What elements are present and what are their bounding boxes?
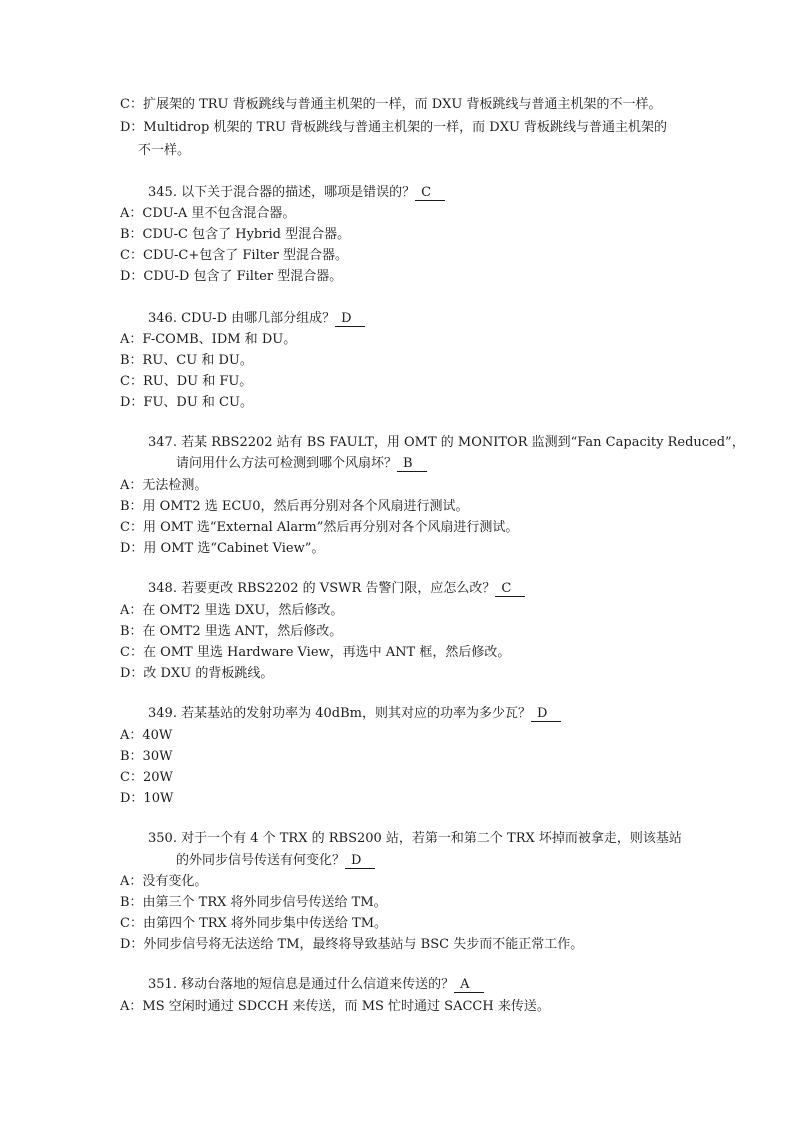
question-350-option-c: C：由第四个 TRX 将外同步集中传送给 TM。 [120,916,388,931]
question-345-option-b: B：CDU-C 包含了 Hybrid 型混合器。 [120,227,351,242]
question-345-option-a: A：CDU-A 里不包含混合器。 [120,206,296,221]
question-348-stem: 348. 若要更改 RBS2202 的 VSWR 告警门限，应怎么改？ [148,581,496,596]
question-346 [148,310,365,328]
question-349-option-a: A：40W [120,728,173,743]
question-345-stem: 345. 以下关于混合器的描述，哪项是错误的？ [148,185,416,200]
question-349-answer: D [531,706,561,722]
question-349-option-d: D：10W [120,791,174,806]
question-347-option-c: C：用 OMT 选“External Alarm”然后再分别对各个风扇进行测试。 [120,520,519,535]
question-347-option-a: A：无法检测。 [120,478,208,493]
question-347-option-b: B：用 OMT2 选 ECU0，然后再分别对各个风扇进行测试。 [120,499,469,514]
question-351 [148,976,484,994]
question-349-option-c: C：20W [120,770,173,785]
question-346-option-d: D：FU、DU 和 CU。 [120,395,253,410]
question-351-stem: 351. 移动台落地的短信息是通过什么信道来传送的？ [148,977,455,992]
question-347 [176,455,427,473]
question-345-option-c: C：CDU-C+包含了 Filter 型混合器。 [120,248,349,263]
question-349-option-b: B：30W [120,749,173,764]
question-351-answer: A [454,977,484,993]
question-350-option-b: B：由第三个 TRX 将外同步信号传送给 TM。 [120,895,387,910]
question-347-answer: B [397,456,427,472]
question-350 [176,852,375,870]
question-347-stem: 347. 若某 RBS2202 站有 BS FAULT，用 OMT 的 MONITOR 监测到“Fan Capacity Reduced”， [148,435,745,450]
question-347-option-d: D：用 OMT 选“Cabinet View”。 [120,541,325,556]
question-346-stem: 346. CDU-D 由哪几部分组成？ [148,311,336,326]
question-351-option-a: A：MS 空闲时通过 SDCCH 来传送，而 MS 忙时通过 SACCH 来传送。 [120,999,550,1014]
question-346-option-b: B：RU、CU 和 DU。 [120,353,253,368]
question-345 [148,184,445,202]
question-346-answer: D [335,311,365,327]
question-350-stem-continued: 的外同步信号传送有何变化？ [176,853,346,868]
question-346-option-c: C：RU、DU 和 FU。 [120,374,253,389]
question-350-stem: 350. 对于一个有 4 个 TRX 的 RBS200 站，若第一和第二个 TRX 坏掉而被拿走，则该基站 [148,831,682,846]
question-350-answer: D [345,853,375,869]
question-348-option-c: C：在 OMT 里选 Hardware View，再选中 ANT 框，然后修改。 [120,645,511,660]
question-349 [148,705,561,723]
question-348-answer: C [495,581,525,597]
question-346-option-a: A：F-COMB、IDM 和 DU。 [120,332,297,347]
question-348-option-a: A：在 OMT2 里选 DXU，然后修改。 [120,603,344,618]
prev-option-c: C：扩展架的 TRU 背板跳线与普通主机架的一样，而 DXU 背板跳线与普通主机架的不一样。 [120,97,662,112]
prev-option-d: D：Multidrop 机架的 TRU 背板跳线与普通主机架的一样，而 DXU 背板跳线与普通主机架的 [120,120,668,135]
question-349-stem: 349. 若某基站的发射功率为 40dBm，则其对应的功率为多少瓦？ [148,706,531,721]
question-348-option-b: B：在 OMT2 里选 ANT，然后修改。 [120,624,343,639]
prev-option-d-continued: 不一样。 [138,143,191,158]
question-345-option-d: D：CDU-D 包含了 Filter 型混合器。 [120,269,343,284]
question-348-option-d: D：改 DXU 的背板跳线。 [120,666,274,681]
question-345-answer: C [415,185,445,201]
question-350-option-d: D：外同步信号将无法送给 TM，最终将导致基站与 BSC 失步而不能正常工作。 [120,937,584,952]
question-347-stem-continued: 请问用什么方法可检测到哪个风扇坏？ [176,456,398,471]
question-348 [148,580,525,598]
question-350-option-a: A：没有变化。 [120,874,208,889]
